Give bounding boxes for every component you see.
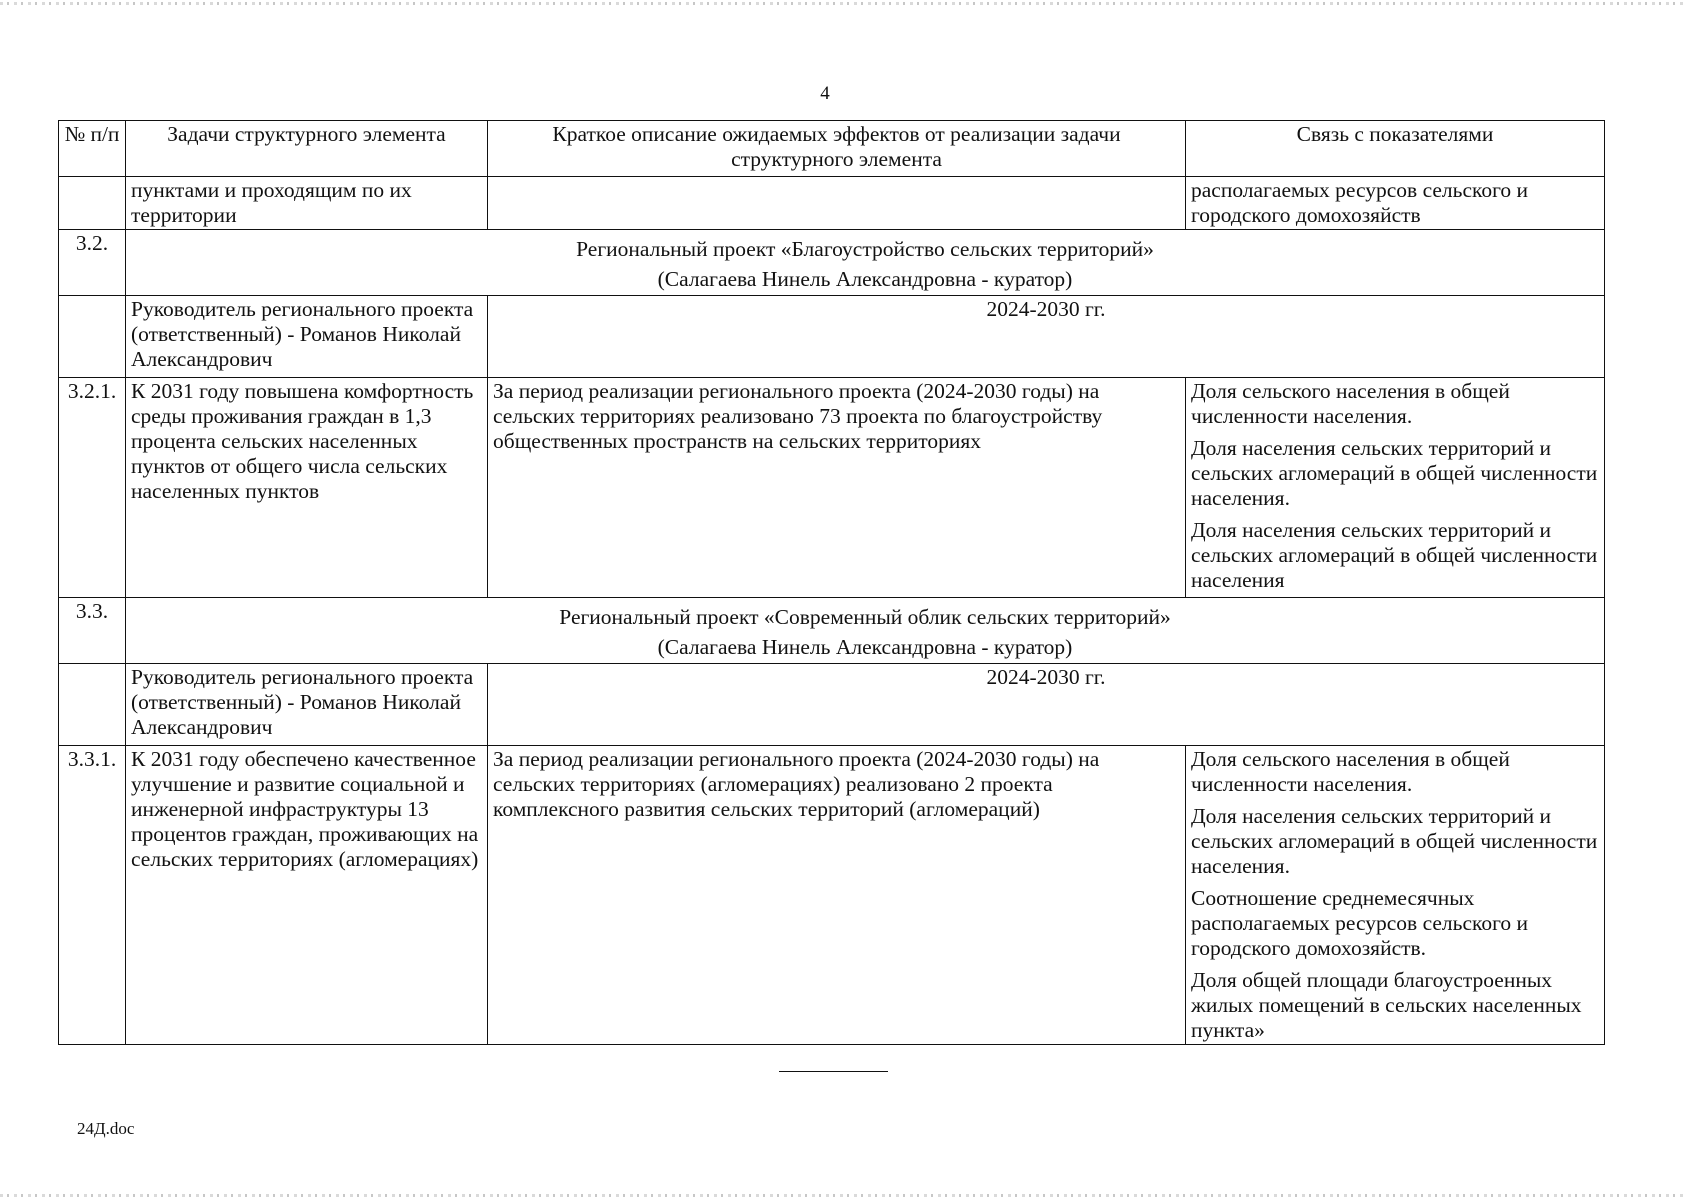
table-row-task-3-3-1	[59, 746, 1605, 1045]
project-period: 2024-2030 гг.	[488, 296, 1605, 378]
cell-num	[59, 177, 126, 230]
cell-effect: За период реализации регионального проекта (2024-2030 годы) на сельских территориях (агломерациях) реализовано 2 проекта комплексного развития сельских территорий (агломераций)	[488, 746, 1186, 1045]
scan-edge-top	[0, 2, 1686, 5]
indicator-item: Соотношение среднемесячных располагаемых ресурсов сельского и городского домохозяйств.	[1191, 886, 1529, 960]
project-period: 2024-2030 гг.	[488, 664, 1605, 746]
table-row-continuation	[59, 177, 1605, 230]
indicator-item: Доля населения сельских территорий и сельских агломераций в общей численности населения.	[1191, 436, 1598, 510]
cell-task: К 2031 году повышена комфортность среды проживания граждан в 1,3 процента сельских населенных пунктов от общего числа сельских населенных пунктов	[126, 378, 488, 598]
program-table-container	[58, 120, 1604, 1045]
cell-indicators: располагаемых ресурсов сельского и городского домохозяйств	[1186, 177, 1605, 230]
header-indicators: Связь с показателями	[1186, 121, 1605, 177]
scan-edge-bottom	[0, 1194, 1686, 1197]
cell-indicators	[1186, 746, 1605, 1045]
indicator-item: Доля населения сельских территорий и сельских агломераций в общей численности населения.	[1191, 804, 1598, 878]
cell-task: К 2031 году обеспечено качественное улучшение и развитие социальной и инженерной инфраструктуры 13 процентов граждан, проживающих на сельских территориях (агломерациях)	[126, 746, 488, 1045]
cell-task: пунктами и проходящим по их территории	[126, 177, 488, 230]
cell-num: 3.2.	[59, 230, 126, 296]
table-row-task-3-2-1	[59, 378, 1605, 598]
cell-num: 3.3.1.	[59, 746, 126, 1045]
table-row-leader-3-2	[59, 296, 1605, 378]
cell-num: 3.3.	[59, 598, 126, 664]
cell-num: 3.2.1.	[59, 378, 126, 598]
project-curator: (Салагаева Нинель Александровна - куратор)	[657, 635, 1073, 659]
document-file-code: 24Д.doc	[77, 1119, 135, 1138]
project-curator: (Салагаева Нинель Александровна - куратор)	[657, 267, 1073, 291]
table-row-project-3-2	[59, 230, 1605, 296]
indicator-item: Доля сельского населения в общей численности населения.	[1191, 747, 1510, 796]
cell-num	[59, 296, 126, 378]
indicator-item: Доля сельского населения в общей численности населения.	[1191, 379, 1510, 428]
header-num: № п/п	[59, 121, 126, 177]
table-row-leader-3-3	[59, 664, 1605, 746]
table-header-row	[59, 121, 1605, 177]
project-leader: Руководитель регионального проекта (ответственный) - Романов Николай Александрович	[126, 296, 488, 378]
project-title-cell	[126, 598, 1605, 664]
indicator-item: Доля общей площади благоустроенных жилых помещений в сельских населенных пункта»	[1191, 968, 1582, 1042]
table-row-project-3-3	[59, 598, 1605, 664]
cell-num	[59, 664, 126, 746]
cell-effect	[488, 177, 1186, 230]
cell-indicators	[1186, 378, 1605, 598]
header-effects: Краткое описание ожидаемых эффектов от реализации задачи структурного элемента	[488, 121, 1186, 177]
indicator-item: Доля населения сельских территорий и сельских агломераций в общей численности населения	[1191, 518, 1598, 592]
cell-effect: За период реализации регионального проекта (2024-2030 годы) на сельских территориях реализовано 73 проекта по благоустройству общественных пространств на сельских территориях	[488, 378, 1186, 598]
closing-rule	[779, 1071, 888, 1072]
project-leader: Руководитель регионального проекта (ответственный) - Романов Николай Александрович	[126, 664, 488, 746]
project-title-cell	[126, 230, 1605, 296]
project-title: Региональный проект «Современный облик сельских территорий»	[559, 605, 1171, 629]
page-number: 4	[820, 83, 830, 104]
project-title: Региональный проект «Благоустройство сельских территорий»	[576, 237, 1154, 261]
header-tasks: Задачи структурного элемента	[126, 121, 488, 177]
program-table	[58, 120, 1605, 1045]
